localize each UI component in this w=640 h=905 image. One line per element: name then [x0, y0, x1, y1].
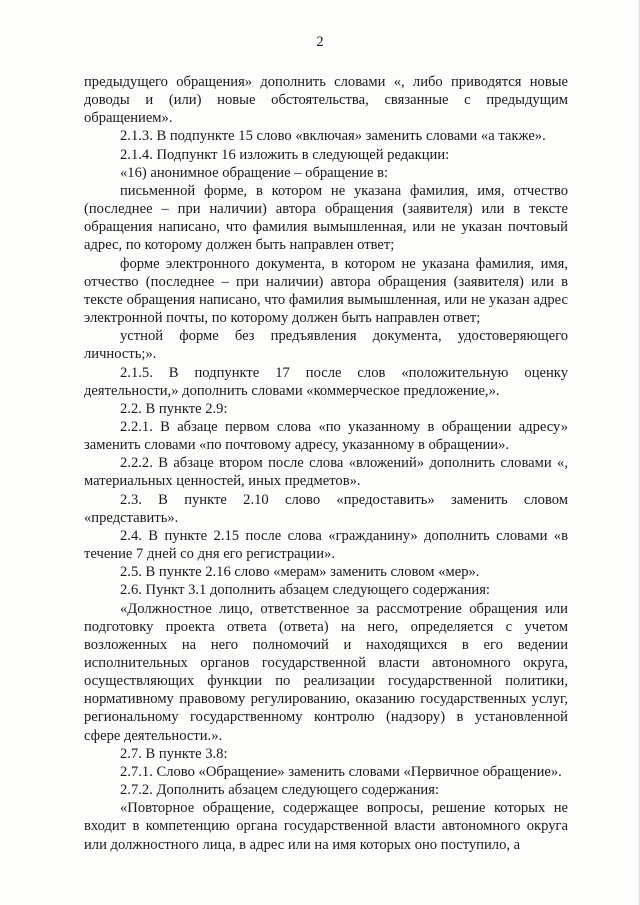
document-body	[84, 73, 568, 854]
page-number: 2	[316, 34, 324, 50]
paragraph: 2.2. В пункте 2.9:	[120, 400, 228, 417]
paragraph: 2.2.1. В абзаце первом слова «по указанному в обращении адресу» заменить словами «по почтовому адресу, указанному в обращении».	[84, 418, 568, 454]
paragraph: 2.1.3. В подпункте 15 слово «включая» заменить словами «а также».	[120, 128, 546, 145]
paragraph: 2.5. В пункте 2.16 слово «мерам» заменить словом «мер».	[120, 564, 480, 581]
paragraph: письменной форме, в котором не указана фамилия, имя, отчество (последнее – при наличии) автора обращения (заявителя) или в тексте обращения написано, что фамилия вымышленная, или не указан почтовый адрес, по которому должен быть направлен ответ;	[84, 182, 568, 254]
paragraph: «Должностное лицо, ответственное за рассмотрение обращения или подготовку проекта ответа (ответа) на него, определяется с учетом возложенных на него полномочий и находящихся в его ведении исполнительных органов государственной власти автономного округа, осуществляющих функции по реализации государственной политики, нормативному правовому регулированию, оказанию государственных услуг, региональному государственному контролю (надзору) в установленной сфере деятельности.».	[84, 600, 568, 744]
paragraph: 2.4. В пункте 2.15 после слова «гражданину» дополнить словами «в течение 7 дней со дня его регистрации».	[84, 527, 568, 563]
paragraph: предыдущего обращения» дополнить словами «, либо приводятся новые доводы и (или) новые обстоятельства, связанные с предыдущим обращением».	[84, 74, 568, 127]
paragraph: «16) анонимное обращение – обращение в:	[120, 164, 389, 181]
paragraph: 2.2.2. В абзаце втором после слова «вложений» дополнить словами «, материальных ценностей, иных предметов».	[84, 455, 568, 490]
paragraph: 2.7.1. Слово «Обращение» заменить словами «Первичное обращение».	[120, 763, 562, 780]
paragraph: 2.7. В пункте 3.8:	[120, 745, 228, 762]
paragraph: 2.6. Пункт 3.1 дополнить абзацем следующего содержания:	[120, 582, 490, 599]
paragraph: 2.1.4. Подпункт 16 изложить в следующей редакции:	[120, 146, 450, 163]
paragraph: 2.1.5. В подпункте 17 после слов «положительную оценку деятельности,» дополнить словами «коммерческое предложение,».	[84, 364, 568, 399]
paragraph: форме электронного документа, в котором не указана фамилия, имя, отчество (последнее – при наличии) автора обращения (заявителя) или в тексте обращения написано, что фамилия вымышленная, или не указан адрес электронной почты, по которому должен быть направлен ответ;	[84, 255, 568, 327]
paragraph: «Повторное обращение, содержащее вопросы, решение которых не входит в компетенцию органа государственной власти автономного округа или должностного лица, в адрес или на имя которых оно поступило, а	[84, 800, 568, 853]
paragraph: 2.7.2. Дополнить абзацем следующего содержания:	[120, 782, 440, 799]
paragraph: устной форме без предъявления документа, удостоверяющего личность;».	[84, 328, 568, 363]
paragraph: 2.3. В пункте 2.10 слово «предоставить» заменить словом «представить».	[84, 491, 568, 526]
